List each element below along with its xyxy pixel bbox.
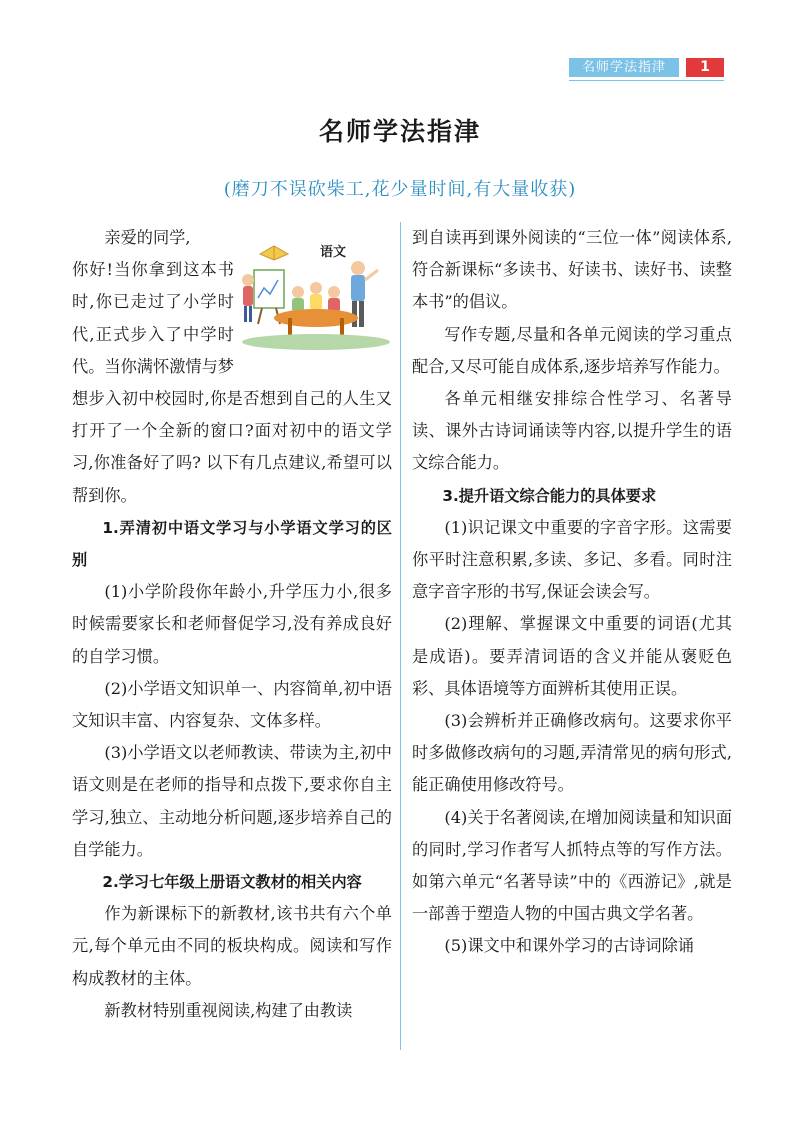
writing-paragraph: 写作专题,尽量和各单元阅读的学习重点配合,又尽可能自成体系,逐步培养写作能力。 [412, 324, 732, 376]
left-column [72, 222, 392, 1027]
units-paragraph: 各单元相继安排综合性学习、名著导读、课外古诗词诵读等内容,以提升学生的语文综合能力。 [412, 389, 732, 473]
page-subtitle: (磨刀不误砍柴工,花少量时间,有大量收获) [223, 179, 577, 200]
section-1-heading: 1.弄清初中语文学习与小学语文学习的区别 [72, 518, 392, 570]
section-1-point-1: (1)小学阶段你年龄小,升学压力小,很多时候需要家长和老师督促学习,没有养成良好的自学习惯。 [72, 582, 392, 666]
page-title: 名师学法指津 [318, 117, 481, 146]
section-3-point-3: (3)会辨析并正确修改病句。这要求你平时多做修改病句的习题,弄清常见的病句形式,能正确使用修改符号。 [412, 711, 732, 795]
header-rule [569, 80, 724, 81]
right-column [412, 222, 732, 963]
section-3-point-1: (1)识记课文中重要的字音字形。这需要你平时注意积累,多读、多记、多看。同时注意字音字形的书写,保证会读会写。 [412, 517, 732, 602]
intro-paragraph: 你好!当你拿到这本书时,你已走过了小学时代,正式步入了中学时代。当你满怀激情与梦想步入初中校园时,你是否想到自己的人生又打开了一个全新的窗口?面对初中的语文学习,你准备好了吗? 以下有几点建议,希望可以帮到你。 [72, 260, 392, 505]
greeting: 亲爱的同学, [104, 228, 191, 247]
section-3-point-5: (5)课文中和课外学习的古诗词除诵 [444, 936, 694, 956]
continued-paragraph: 到自读再到课外阅读的“三位一体”阅读体系,符合新课标“多读书、好读书、读好书、读整本书”的倡议。 [412, 228, 732, 312]
running-header-label: 名师学法指津 [569, 58, 679, 77]
book-text: 语文 [320, 245, 347, 260]
book-icon [260, 246, 288, 260]
column-divider [400, 222, 401, 1050]
page-number: 1 [686, 58, 724, 77]
section-2-paragraph-2: 新教材特别重视阅读,构建了由教读 [104, 1000, 353, 1020]
section-2-heading: 2.学习七年级上册语文教材的相关内容 [102, 873, 362, 892]
section-3-point-2: (2)理解、掌握课文中重要的词语(尤其是成语)。要弄清词语的含义并能从褒贬色彩、具体语境等方面辨析其使用正误。 [412, 614, 732, 698]
section-3-point-4: (4)关于名著阅读,在增加阅读量和知识面的同时,学习作者写人抓特点等的写作方法。如第六单元“名著导读”中的《西游记》,就是一部善于塑造人物的中国古典文学名著。 [412, 807, 732, 924]
section-3-heading: 3.提升语文综合能力的具体要求 [442, 486, 657, 505]
classroom-illustration [240, 226, 392, 352]
section-1-point-3: (3)小学语文以老师教读、带读为主,初中语文则是在老师的指导和点拨下,要求你自主学习,独立、主动地分析问题,逐步培养自己的自学能力。 [72, 743, 392, 859]
section-2-paragraph-1: 作为新课标下的新教材,该书共有六个单元,每个单元由不同的板块构成。阅读和写作构成教材的主体。 [72, 904, 392, 988]
section-1-point-2: (2)小学语文知识单一、内容简单,初中语文知识丰富、内容复杂、文体多样。 [72, 678, 392, 731]
